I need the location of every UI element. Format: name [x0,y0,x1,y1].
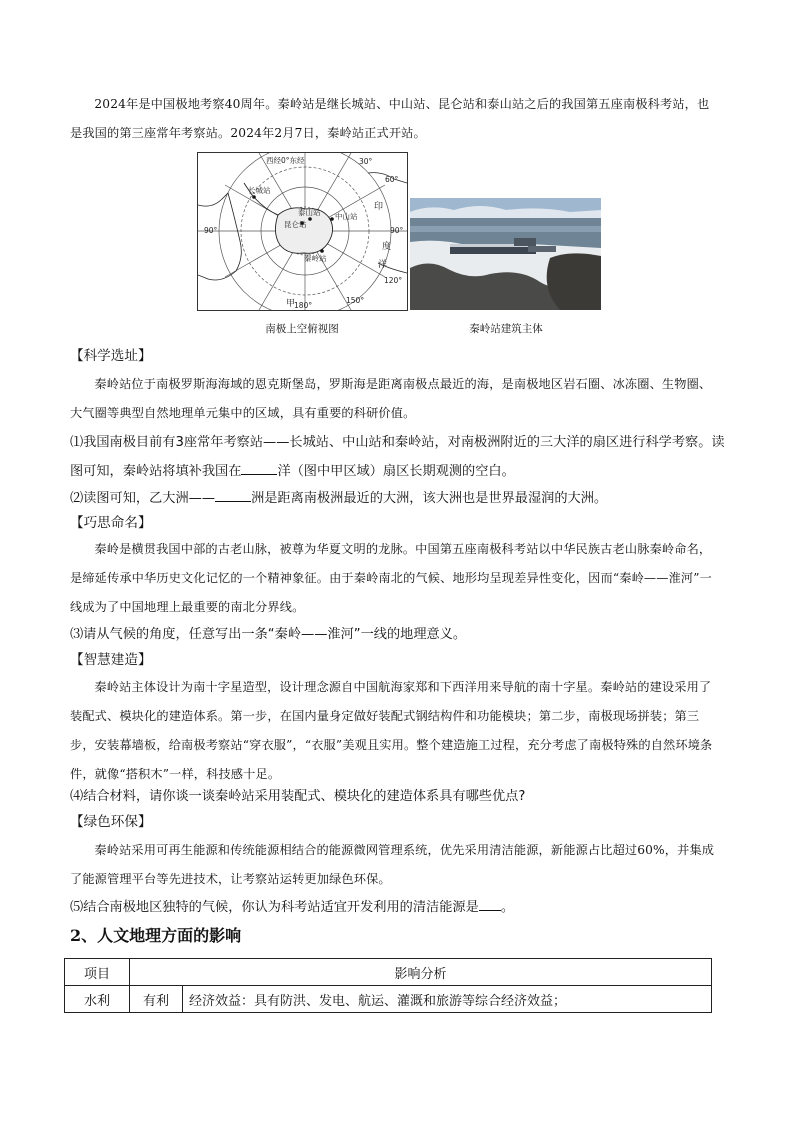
zhongshan-label: 中山站 [335,212,358,221]
table-header-row [65,959,712,986]
lat30-label: 30° [359,157,373,166]
question-5: ⑸结合南极地区独特的气候，你认为科考站适宜开发利用的清洁能源是 。 [70,900,514,915]
question-4: ⑷结合材料，请你谈一谈秦岭站采用装配式、模块化的建造体系具有哪些优点? [70,789,526,804]
row-type: 有利 [130,986,183,1013]
qinling-station-marker [320,249,324,253]
qinling-label: 秦岭站 [304,254,327,263]
site-selection-paragraph: 秦岭站位于南极罗斯海海域的恩克斯堡岛，罗斯海是距离南极点最近的海，是南极地区岩石圈、冰冻圈、生物圈、大气圈等典型自然地理单元集中的区域，具有重要的科研价值。 [70,377,712,420]
antarctic-map [197,152,408,311]
section-title-construction: 【智慧建造】 [70,652,152,668]
station-photo [410,198,601,310]
station-photo-graphic [410,198,601,310]
kunlun-label: 昆仑站 [284,220,307,229]
question-3: ⑶请从气候的角度，任意写出一条“秦岭——淮河”一线的地理意义。 [70,627,467,642]
table-row [65,986,712,1013]
question-2: ⑵读图可知，乙大洲—— 洲是距离南极洲最近的大洲，该大洲也是世界最湿润的大洲。 [70,491,608,506]
heading-human-geography: 2、人文地理方面的影响 [70,926,242,945]
answer-blank-2[interactable] [215,490,251,502]
deg90-left-label: 90° [204,226,218,235]
yang-label: 洋 [378,260,388,270]
deg180-label: 180° [294,301,313,310]
deg60-label: 60° [385,175,399,184]
map-caption: 南极上空俯视图 [265,323,339,335]
deg120-label: 120° [384,276,403,285]
row-analysis: 经济效益：具有防洪、发电、航运、灌溉和旅游等综合经济效益； [183,986,712,1013]
answer-blank-1[interactable] [241,463,277,475]
naming-paragraph: 秦岭是横贯我国中部的古老山脉，被尊为华夏文明的龙脉。中国第五座南极科考站以中华民族古老山脉秦岭命名，是缔延传承中华历史文化记忆的一个精神象征。由于秦岭南北的气候、地形均呈现差异性变化，因而“秦岭——淮河”一线成为了中国地理上最重要的南北分界线。 [70,542,712,614]
great-wall-label: 长城站 [248,186,271,195]
section-title-naming: 【巧思命名】 [70,515,152,531]
du-label: 度 [382,242,392,252]
jia-label: 甲 [286,299,296,309]
impact-table [64,958,712,1013]
antarctic-map-graphic [198,153,407,310]
construction-paragraph: 秦岭站主体设计为南十字星造型，设计理念源自中国航海家郑和下西洋用来导航的南十字星。秦岭站的建设采用了装配式、模块化的建造体系。第一步，在国内量身定做好装配式钢结构件和功能模块；第二步，南极现场拼装；第三步，安装幕墙板，给南极考察站“穿衣服”，“衣服”美观且实用。整个建造施工过程，充分考虑了南极特殊的自然环境条件，就像“搭积木”一样，科技感十足。 [70,680,713,781]
row-item: 水利 [65,986,130,1013]
meridian-label: 西经0°东经 [266,156,305,165]
answer-blank-5[interactable] [479,899,501,911]
zhongshan-station-marker [330,217,334,221]
header-analysis: 影响分析 [130,959,712,986]
section-title-site-selection: 【科学选址】 [70,348,152,364]
header-item: 项目 [65,959,130,986]
taishan-station-marker [308,217,312,221]
taishan-label: 泰山站 [298,208,321,217]
green-paragraph: 秦岭站采用可再生能源和传统能源相结合的能源微网管理系统，优先采用清洁能源，新能源占比超过60%，并集成了能源管理平台等先进技术，让考察站运转更加绿色环保。 [70,843,715,886]
deg150-label: 150° [346,296,365,305]
great-wall-station-marker [252,195,256,199]
question-1: ⑴我国南极目前有3座常年考察站——长城站、中山站和秦岭站，对南极洲附近的三大洋的扇区进行科学考察。读图可知，秦岭站将填补我国在 洋（图中甲区域）扇区长期观测的空白。 [70,435,725,479]
photo-caption: 秦岭站建筑主体 [469,323,543,335]
intro-paragraph: 2024年是中国极地考察40周年。秦岭站是继长城站、中山站、昆仑站和泰山站之后的我国第五座南极科考站，也是我国的第三座常年考察站。2024年2月7日，秦岭站正式开站。 [70,97,710,140]
section-title-green: 【绿色环保】 [70,814,152,830]
yin-label: 印 [374,202,384,212]
deg90-right-label: 90° [390,226,404,235]
